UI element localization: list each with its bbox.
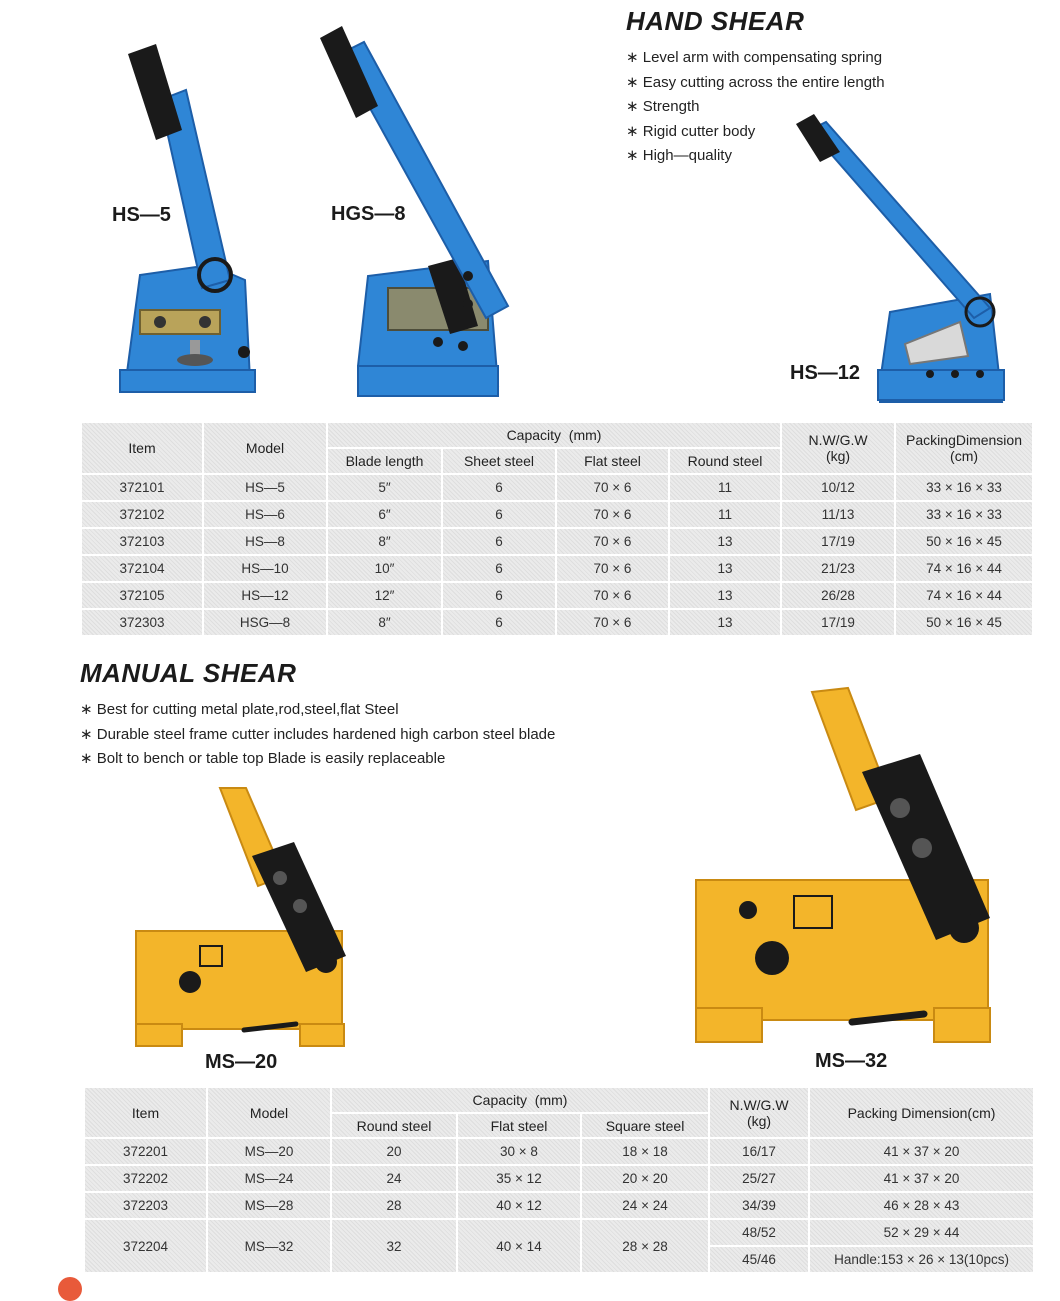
header-item: Item (84, 1087, 207, 1138)
cell-weight: 26/28 (781, 582, 895, 609)
cell-model: HS—6 (203, 501, 327, 528)
cell-round: 11 (669, 501, 781, 528)
cell-weight: 17/19 (781, 609, 895, 636)
header-sheet-steel: Sheet steel (442, 448, 556, 474)
manual-shear-features (80, 698, 555, 772)
cell-blade: 12″ (327, 582, 442, 609)
cell-weight: 21/23 (781, 555, 895, 582)
header-weight-line1: N.W/G.W (808, 432, 868, 448)
cell-square: 20 × 20 (581, 1165, 709, 1192)
manual-shear-title: MANUAL SHEAR (80, 658, 297, 688)
cell-flat: 70 × 6 (556, 555, 669, 582)
cell-item: 372102 (81, 501, 203, 528)
table-row (84, 1192, 1034, 1219)
ms32-label: MS—32 (815, 1050, 888, 1072)
cell-flat: 30 × 8 (457, 1138, 581, 1165)
manual-shear-spec-table (83, 1086, 1035, 1274)
cell-model: MS—32 (207, 1219, 331, 1273)
cell-item: 372104 (81, 555, 203, 582)
cell-sheet: 6 (442, 474, 556, 501)
cell-packing: 74 × 16 × 44 (895, 555, 1033, 582)
cell-item: 372103 (81, 528, 203, 555)
cell-sheet: 6 (442, 609, 556, 636)
hand-shear-spec-table (80, 421, 1034, 637)
cell-packing: 33 × 16 × 33 (895, 474, 1033, 501)
cell-weight: 45/46 (709, 1246, 809, 1273)
cell-flat: 40 × 14 (457, 1219, 581, 1273)
cell-packing: 33 × 16 × 33 (895, 501, 1033, 528)
cell-sheet: 6 (442, 582, 556, 609)
feature-item: ∗ Bolt to bench or table top Blade is easily replaceable (80, 747, 555, 772)
cell-weight: 34/39 (709, 1192, 809, 1219)
header-packing: Packing Dimension(cm) (809, 1087, 1034, 1138)
hs5-label: HS—5 (112, 204, 171, 226)
table-row (81, 609, 1033, 636)
cell-flat: 70 × 6 (556, 582, 669, 609)
cell-item: 372204 (84, 1219, 207, 1273)
cell-round: 13 (669, 555, 781, 582)
header-item: Item (81, 422, 203, 474)
cell-model: MS—28 (207, 1192, 331, 1219)
cell-flat: 35 × 12 (457, 1165, 581, 1192)
cell-item: 372101 (81, 474, 203, 501)
feature-item: ∗ Strength (626, 95, 885, 120)
hgs8-label: HGS—8 (331, 203, 406, 225)
cell-weight: 16/17 (709, 1138, 809, 1165)
cell-round: 24 (331, 1165, 457, 1192)
feature-item: ∗ Rigid cutter body (626, 120, 885, 145)
cell-sheet: 6 (442, 555, 556, 582)
cell-weight: 17/19 (781, 528, 895, 555)
cell-item: 372203 (84, 1192, 207, 1219)
feature-item: ∗ Durable steel frame cutter includes hardened high carbon steel blade (80, 723, 555, 748)
cell-packing: Handle:153 × 26 × 13(10pcs) (809, 1246, 1034, 1273)
cell-sheet: 6 (442, 501, 556, 528)
feature-item: ∗ High—quality (626, 144, 885, 169)
hand-shear-title: HAND SHEAR (626, 6, 805, 36)
cell-model: HS—5 (203, 474, 327, 501)
cell-item: 372201 (84, 1138, 207, 1165)
ms20-shear-illustration (134, 786, 364, 1048)
cell-weight: 11/13 (781, 501, 895, 528)
header-weight-line2: (kg) (746, 1112, 772, 1129)
cell-weight: 10/12 (781, 474, 895, 501)
cell-item: 372105 (81, 582, 203, 609)
cell-round: 20 (331, 1138, 457, 1165)
table-row (81, 501, 1033, 528)
feature-item: ∗ Easy cutting across the entire length (626, 71, 885, 96)
table-row (84, 1165, 1034, 1192)
header-packing-line2: (cm) (950, 448, 979, 464)
cell-square: 18 × 18 (581, 1138, 709, 1165)
cell-weight: 25/27 (709, 1165, 809, 1192)
cell-flat: 40 × 12 (457, 1192, 581, 1219)
cell-round: 28 (331, 1192, 457, 1219)
cell-flat: 70 × 6 (556, 528, 669, 555)
cell-model: HS—8 (203, 528, 327, 555)
table-row (81, 474, 1033, 501)
cell-packing: 74 × 16 × 44 (895, 582, 1033, 609)
header-square-steel: Square steel (581, 1113, 709, 1138)
header-weight-line2: (kg) (825, 448, 851, 464)
feature-item: ∗ Level arm with compensating spring (626, 46, 885, 71)
header-weight (781, 422, 895, 474)
cell-flat: 70 × 6 (556, 474, 669, 501)
ms20-label: MS—20 (205, 1051, 278, 1073)
cell-square: 24 × 24 (581, 1192, 709, 1219)
cell-flat: 70 × 6 (556, 609, 669, 636)
cell-model: HS—10 (203, 555, 327, 582)
header-round-steel: Round steel (669, 448, 781, 474)
cell-round: 13 (669, 609, 781, 636)
table-row (81, 582, 1033, 609)
cell-blade: 8″ (327, 609, 442, 636)
header-model: Model (207, 1087, 331, 1138)
cell-round: 13 (669, 582, 781, 609)
hs12-label: HS—12 (790, 362, 861, 384)
header-blade-length: Blade length (327, 448, 442, 474)
cell-packing: 41 × 37 × 20 (809, 1138, 1034, 1165)
header-flat-steel: Flat steel (457, 1113, 581, 1138)
header-capacity: Capacity (mm) (331, 1087, 709, 1113)
header-packing (895, 422, 1033, 474)
cell-packing: 41 × 37 × 20 (809, 1165, 1034, 1192)
table-row (84, 1138, 1034, 1165)
cell-model: MS—20 (207, 1138, 331, 1165)
cell-model: HS—12 (203, 582, 327, 609)
cell-packing: 46 × 28 × 43 (809, 1192, 1034, 1219)
header-round-steel: Round steel (331, 1113, 457, 1138)
header-packing-line1: PackingDimension (906, 432, 1022, 448)
cell-blade: 8″ (327, 528, 442, 555)
cell-blade: 5″ (327, 474, 442, 501)
table-row (81, 555, 1033, 582)
cell-model: MS—24 (207, 1165, 331, 1192)
cell-sheet: 6 (442, 528, 556, 555)
cell-item: 372202 (84, 1165, 207, 1192)
cell-packing: 50 × 16 × 45 (895, 609, 1033, 636)
ms32-shear-illustration (694, 686, 994, 1046)
cell-round: 32 (331, 1219, 457, 1273)
cell-blade: 6″ (327, 501, 442, 528)
feature-item: ∗ Best for cutting metal plate,rod,steel,flat Steel (80, 698, 555, 723)
cell-model: HSG—8 (203, 609, 327, 636)
header-capacity: Capacity (mm) (327, 422, 781, 448)
cell-square: 28 × 28 (581, 1219, 709, 1273)
header-model: Model (203, 422, 327, 474)
cell-packing: 50 × 16 × 45 (895, 528, 1033, 555)
cell-blade: 10″ (327, 555, 442, 582)
table-row (84, 1219, 1034, 1246)
cell-weight: 48/52 (709, 1219, 809, 1246)
cell-item: 372303 (81, 609, 203, 636)
table-row (81, 528, 1033, 555)
header-weight (709, 1087, 809, 1138)
cell-round: 11 (669, 474, 781, 501)
page-number-badge (58, 1277, 82, 1301)
header-flat-steel: Flat steel (556, 448, 669, 474)
cell-round: 13 (669, 528, 781, 555)
cell-flat: 70 × 6 (556, 501, 669, 528)
cell-packing: 52 × 29 × 44 (809, 1219, 1034, 1246)
header-weight-line1: N.W/G.W (729, 1096, 789, 1113)
